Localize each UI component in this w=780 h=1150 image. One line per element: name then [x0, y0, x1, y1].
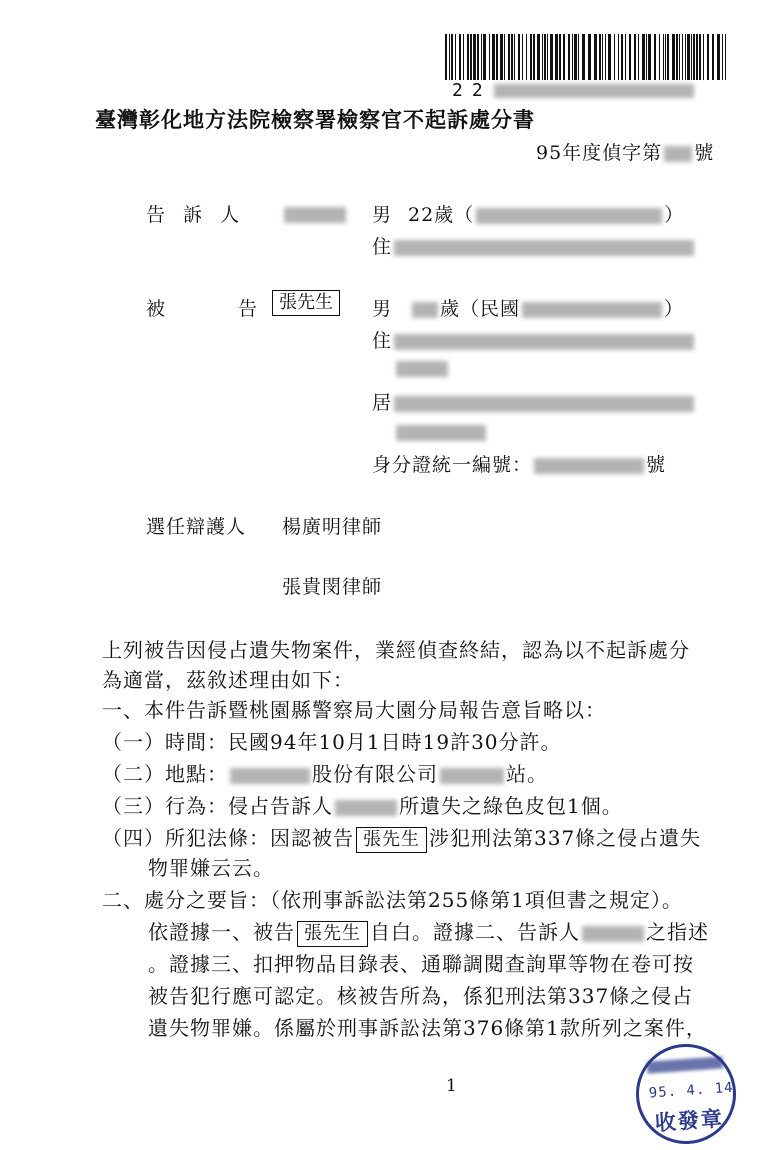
defense-label: 選任辯護人 [146, 516, 247, 538]
defendant-id: 身分證統一編號： 號 [372, 454, 667, 476]
defendant-age: 歲（民國 ） [410, 294, 684, 321]
reason-line-2: 。證據三、扣押物品目錄表、通聯調閱查詢單等物在卷可按 [148, 952, 694, 976]
barcode-number: 22 [452, 80, 696, 101]
item-1-time: （一）時間：民國94年10月1日時19許30分許。 [102, 730, 562, 754]
item-4-law: （四）所犯法條：因認被告 張先生 涉犯刑法第337條之侵占遺失 [102, 822, 701, 853]
defense-lawyer-1: 楊廣明律師 [282, 516, 383, 538]
reason-line-3: 被告犯行應可認定。核被告所為，係犯刑法第337條之侵占 [148, 984, 694, 1008]
reason-line-4: 遺失物罪嫌。係屬於刑事訴訟法第376條第1款所列之案件， [148, 1016, 707, 1040]
case-number: 95年度偵字第 號 [536, 142, 715, 164]
defendant-name: 張先生 [272, 290, 340, 316]
intro-line-1: 上列被告因侵占遺失物案件，業經偵查終結，認為以不起訴處分 [102, 638, 690, 662]
complainant-age: 22歲（ ） [408, 204, 685, 226]
item-4-law-cont: 物罪嫌云云。 [148, 856, 274, 880]
complainant-name-redacted [282, 204, 348, 223]
complainant-address: 住 [372, 232, 696, 259]
defense-lawyer-2: 張貴閔律師 [282, 576, 383, 598]
defendant-dwelling: 居 [372, 388, 696, 415]
section-2-title: 二、處分之要旨：（依刑事訴訟法第255條第1項但書之規定）。 [102, 888, 683, 912]
complainant-role-label: 告訴人 [146, 204, 258, 226]
intro-line-2: 為適當，茲敘述理由如下： [102, 668, 354, 692]
defendant-residence-cont [394, 358, 450, 377]
defendant-residence: 住 [372, 326, 696, 353]
complainant-gender: 男 [372, 204, 393, 226]
document-title: 臺灣彰化地方法院檢察署檢察官不起訴處分書 [95, 107, 535, 132]
defendant-role-label: 被 告 [146, 298, 259, 320]
item-3-act: （三）行為：侵占告訴人 所遺失之綠色皮包1個。 [102, 794, 623, 818]
stamp-date: 95. 4. 14 [648, 1079, 735, 1102]
defendant-dwelling-cont [394, 422, 488, 441]
barcode [445, 34, 730, 80]
reason-line-1: 依證據一、被告 張先生 自白。證據二、告訴人 之指述 [148, 916, 709, 947]
item-2-place: （二）地點： 股份有限公司 站。 [102, 762, 548, 786]
stamp-label: 收發章 [654, 1105, 725, 1136]
section-1-title: 一、本件告訴暨桃園縣警察局大園分局報告意旨略以： [102, 698, 606, 722]
receipt-stamp [633, 1041, 740, 1148]
page-number: 1 [446, 1076, 457, 1096]
defendant-gender: 男 [372, 298, 393, 320]
